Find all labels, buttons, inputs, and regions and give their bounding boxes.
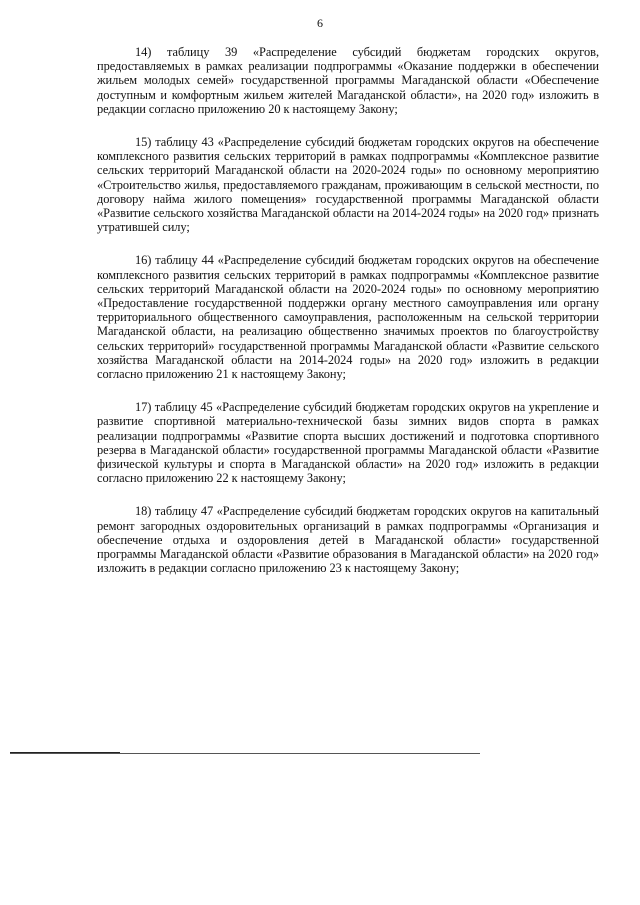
page-number: 6	[317, 16, 323, 30]
paragraph-item-17: 17) таблицу 45 «Распределение субсидий бюджетам городских округов на укрепление и развитие спортивной материально-технической базы зимних видов спорта в рамках реализации подпрограммы «Развитие спорта высших достижений и подготовка спортивного резерва в Магаданской области» государственной программы Магаданской области «Развитие физической культуры и спорта в Магаданской области» на 2020 год» изложить в редакции согласно приложению 22 к настоящему Закону;	[97, 400, 599, 486]
paragraph-item-14: 14) таблицу 39 «Распределение субсидий бюджетам городских округов, предоставляемых в рамках реализации подпрограммы «Оказание поддержки в обеспечении жильем молодых семей» государственной программы Магаданской области «Обеспечение доступным и комфортным жильем жителей Магаданской области», на 2020 год» изложить в редакции согласно приложению 20 к настоящему Закону;	[97, 45, 599, 116]
paragraph-item-18: 18) таблицу 47 «Распределение субсидий бюджетам городских округов на капитальный ремонт загородных оздоровительных организаций в рамках подпрограммы «Организация и обеспечение отдыха и оздоровления детей в Магаданской области» государственной программы Магаданской области «Развитие образования в Магаданской области» на 2020 год» изложить в редакции согласно приложению 23 к настоящему Закону;	[97, 504, 599, 576]
footer-divider	[10, 753, 480, 754]
paragraph-item-16: 16) таблицу 44 «Распределение субсидий бюджетам городских округов на обеспечение комплексного развития сельских территорий в рамках подпрограммы «Комплексное развитие сельских территорий Магаданской области на 2020-2024 годы» по основному мероприятию «Предоставление государственной поддержки органу местного самоуправления или органу территориального общественного самоуправления, расположенным на сельской территории Магаданской области, на реализацию общественно значимых проектов по благоустройству сельских территорий» государственной программы Магаданской области «Развитие сельского хозяйства Магаданской области на 2014-2024 годы» на 2020 год» изложить в редакции согласно приложению 21 к настоящему Закону;	[97, 253, 599, 382]
paragraph-item-15: 15) таблицу 43 «Распределение субсидий бюджетам городских округов на обеспечение комплексного развития сельских территорий в рамках подпрограммы «Комплексное развитие сельских территорий Магаданской области на 2020-2024 годы» по основному мероприятию «Строительство жилья, предоставляемого гражданам, проживающим в сельской местности, по договору найма жилого помещения» государственной программы Магаданской области «Развитие сельского хозяйства Магаданской области на 2014-2024 годы» на 2020 год» признать утратившей силу;	[97, 135, 599, 235]
document-body	[97, 45, 599, 595]
footer-divider-accent	[10, 752, 120, 753]
